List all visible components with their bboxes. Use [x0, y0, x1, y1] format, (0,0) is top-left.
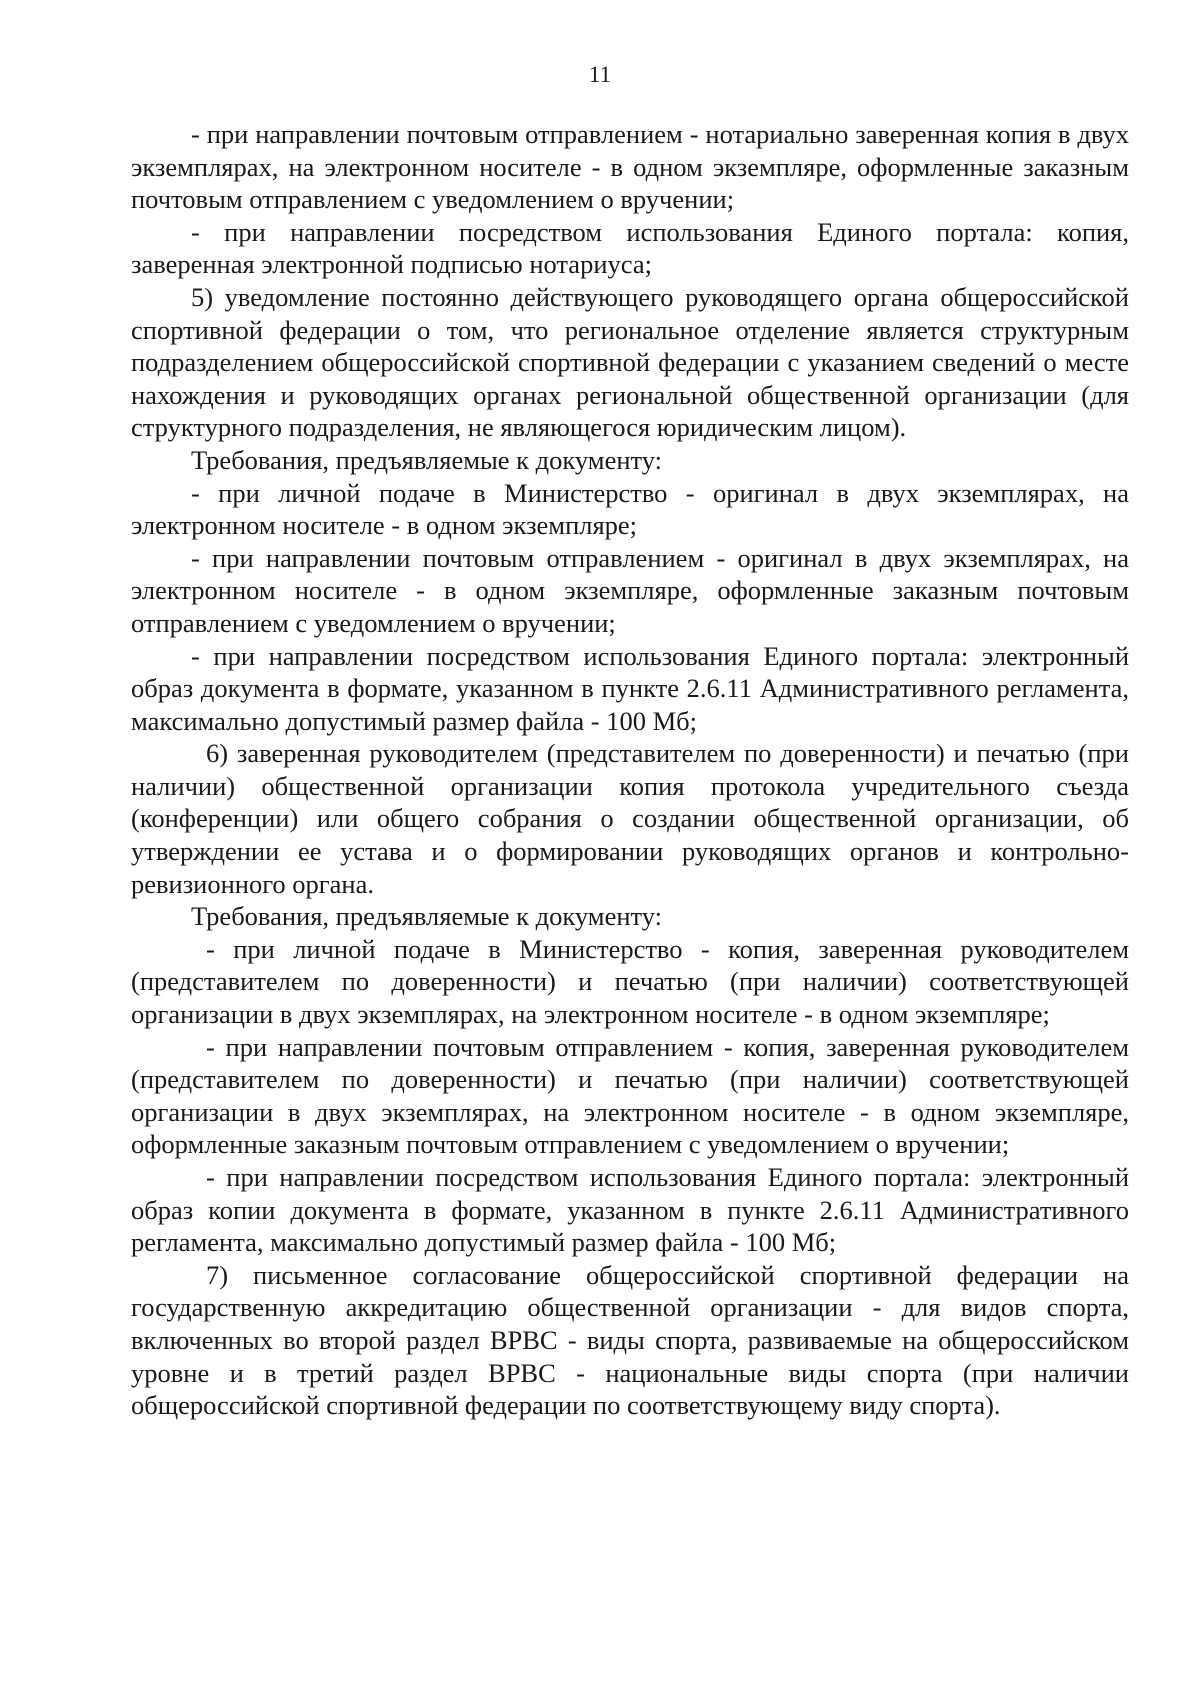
paragraph-item-5-notification: 5) уведомление постоянно действующего руководящего органа общероссийской спортивной федерации о том, что региональное отделение является структурным подразделением общероссийской спортивной федерации с указанием сведений о месте нахождения и руководящих органах региональной общественной организации (для структурного подразделения, не являющегося юридическим лицом). — [131, 281, 1129, 443]
paragraph-postal-copy: - при направлении почтовым отправлением - копия, заверенная руководителем (представителем по доверенности) и печатью (при наличии) соответствующей организации в двух экземплярах, на электронном носителе - в одном экземпляре, оформленные заказным почтовым отправлением с уведомлением о вручении; — [131, 1031, 1129, 1160]
paragraph-portal-electronic-image: - при направлении посредством использования Единого портала: электронный образ документа в формате, указанном в пункте 2.6.11 Административного регламента, максимально допустимый размер файла - 100 Мб; — [131, 640, 1129, 736]
paragraph-portal-notary-signature: - при направлении посредством использования Единого портала: копия, заверенная электронной подписью нотариуса; — [131, 216, 1129, 280]
paragraph-item-6-protocol-copy: 6) заверенная руководителем (представителем по доверенности) и печатью (при наличии) общественной организации копия протокола учредительного съезда (конференции) или общего собрания о создании общественной организации, об утверждении ее устава и о формировании руководящих органов и контрольно-ревизионного органа. — [131, 738, 1129, 899]
paragraph-personal-submission-copy: - при личной подаче в Министерство - копия, заверенная руководителем (представителем по доверенности) и печатью (при наличии) соответствующей организации в двух экземплярах, на электронном носителе - в одном экземпляре; — [131, 933, 1129, 1030]
paragraph-portal-electronic-copy-image: - при направлении посредством использования Единого портала: электронный образ копии документа в формате, указанном в пункте 2.6.11 Административного регламента, максимально допустимый размер файла - 100 Мб; — [131, 1162, 1129, 1258]
paragraph-postal-original: - при направлении почтовым отправлением - оригинал в двух экземплярах, на электронном носителе - в одном экземпляре, оформленные заказным почтовым отправлением с уведомлением о вручении; — [131, 542, 1129, 638]
paragraph-requirements-heading: Требования, предъявляемые к документу: — [191, 444, 663, 475]
paragraph-requirements-heading: Требования, предъявляемые к документу: — [191, 901, 663, 932]
paragraph-personal-submission-original: - при личной подаче в Министерство - оригинал в двух экземплярах, на электронном носителе - в одном экземпляре; — [131, 477, 1129, 541]
paragraph-item-7-federation-approval: 7) письменное согласование общероссийской спортивной федерации на государственную аккредитацию общественной организации - для видов спорта, включенных во второй раздел ВРВС - виды спорта, развиваемые на общероссийском уровне и в третий раздел ВРВС - национальные виды спорта (при наличии общероссийской спортивной федерации по соответствующему виду спорта). — [131, 1259, 1129, 1421]
document-body — [131, 118, 1129, 1422]
paragraph-postal-notarized-copy: - при направлении почтовым отправлением - нотариально заверенная копия в двух экземплярах, на электронном носителе - в одном экземпляре, оформленные заказным почтовым отправлением с уведомлением о вручении; — [131, 119, 1129, 215]
page-number: 11 — [588, 62, 612, 87]
